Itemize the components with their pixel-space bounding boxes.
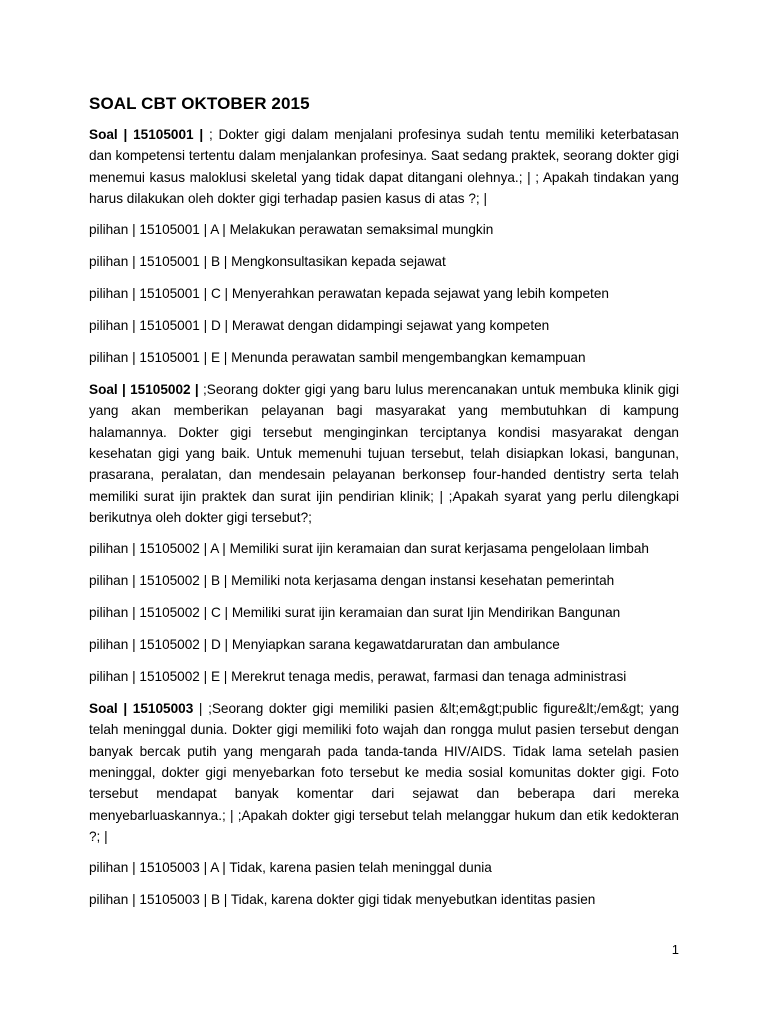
document-title: SOAL CBT OKTOBER 2015 — [89, 94, 310, 113]
option-line: pilihan | 15105001 | C | Menyerahkan perawatan kepada sejawat yang lebih kompeten — [89, 286, 609, 302]
option-line: pilihan | 15105003 | A | Tidak, karena pasien telah meninggal dunia — [89, 860, 492, 876]
option-line: pilihan | 15105002 | B | Memiliki nota kerjasama dengan instansi kesehatan pemerintah — [89, 573, 615, 589]
question-text: ;Seorang dokter gigi yang baru lulus merencanakan untuk membuka klinik gigi yang akan memberikan pelayanan bagi masyarakat yang membutuhkan di kampung halamannya. Dokter gigi tersebut menginginkan terciptanya kondisi masyarakat dengan kesehatan gigi yang baik. Untuk memenuhi tujuan tersebut, telah disiapkan lokasi, bangunan, prasarana, peralatan, dan mendesain pelayanan berkonsep four-handed dentistry serta telah memiliki surat ijin praktek dan surat ijin pendirian klinik; | ;Apakah syarat yang perlu dilengkapi berikutnya oleh dokter gigi tersebut?; — [89, 382, 679, 525]
question-15105002 — [89, 379, 679, 528]
option-line: pilihan | 15105001 | D | Merawat dengan didampingi sejawat yang kompeten — [89, 318, 550, 334]
question-15105003 — [89, 698, 679, 847]
option-line: pilihan | 15105001 | B | Mengkonsultasikan kepada sejawat — [89, 254, 446, 270]
question-text: | ;Seorang dokter gigi memiliki pasien &lt;em&gt;public figure&lt;/em&gt; yang telah meninggal dunia. Dokter gigi memiliki foto wajah dan rongga mulut pasien tersebut dengan banyak bercak putih yang mengarah pada tanda-tanda HIV/AIDS. Tidak lama setelah pasien meninggal, dokter gigi menyebarkan foto tersebut ke media sosial komunitas dokter gigi. Foto tersebut mendapat banyak komentar dari sejawat dan beberapa dari mereka menyebarluaskannya.; | ;Apakah dokter gigi tersebut telah melanggar hukum dan etik kedokteran ?; | — [89, 701, 680, 844]
question-15105001 — [89, 124, 679, 209]
question-lead: Soal | 15105003 — [89, 701, 194, 717]
question-lead: Soal | 15105002 | — [89, 382, 199, 398]
option-line: pilihan | 15105002 | C | Memiliki surat ijin keramaian dan surat Ijin Mendirikan Bangunan — [89, 605, 621, 621]
option-line: pilihan | 15105003 | B | Tidak, karena dokter gigi tidak menyebutkan identitas pasien — [89, 892, 596, 908]
page-number: 1 — [671, 942, 679, 957]
option-line: pilihan | 15105001 | A | Melakukan perawatan semaksimal mungkin — [89, 222, 494, 238]
option-line: pilihan | 15105002 | A | Memiliki surat ijin keramaian dan surat kerjasama pengelolaan limbah — [89, 541, 649, 557]
option-line: pilihan | 15105002 | E | Merekrut tenaga medis, perawat, farmasi dan tenaga administrasi — [89, 669, 627, 685]
question-text: ; Dokter gigi dalam menjalani profesinya sudah tentu memiliki keterbatasan dan kompetensi tertentu dalam menjalankan profesinya. Saat sedang praktek, seorang dokter gigi menemui kasus maloklusi skeletal yang tidak dapat ditangani olehnya.; | ; Apakah tindakan yang harus dilakukan oleh dokter gigi terhadap pasien kasus di atas ?; | — [89, 127, 679, 206]
question-lead: Soal | 15105001 | — [89, 127, 204, 142]
option-line: pilihan | 15105002 | D | Menyiapkan sarana kegawatdaruratan dan ambulance — [89, 637, 560, 653]
option-line: pilihan | 15105001 | E | Menunda perawatan sambil mengembangkan kemampuan — [89, 350, 586, 366]
